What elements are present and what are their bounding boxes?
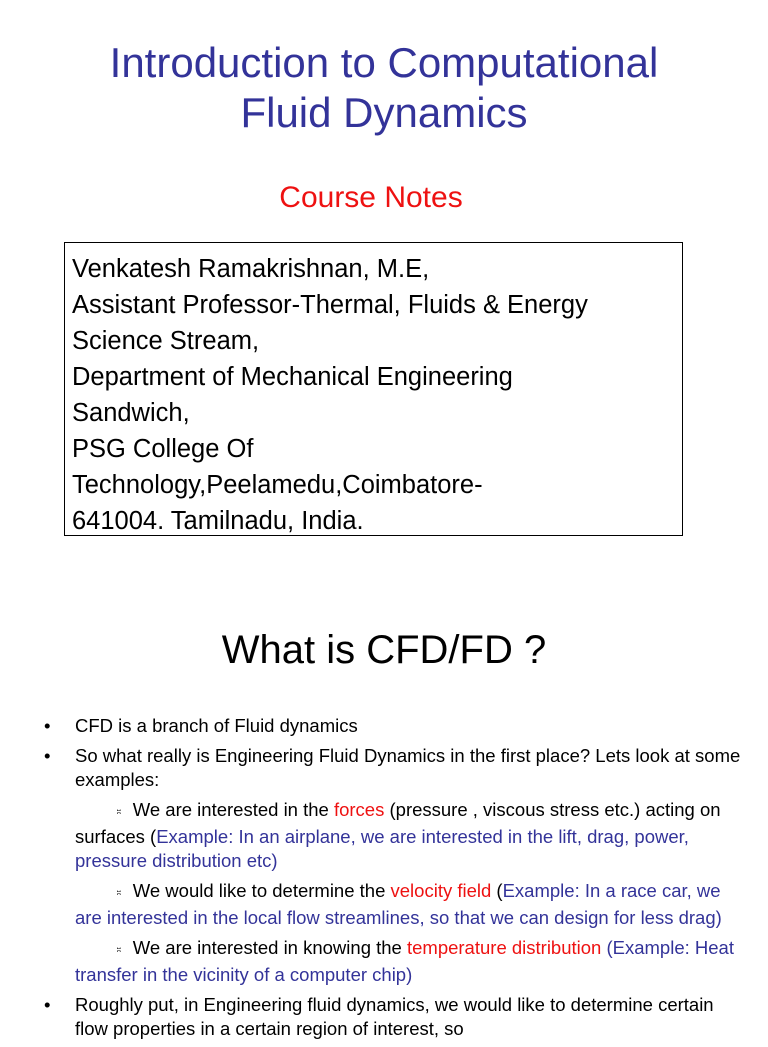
author-info-box [64,242,683,536]
page-title [40,38,728,138]
title-line-1: Introduction to Computational [109,39,659,86]
subtitle: Course Notes [279,181,463,214]
sub-item-text: We would like to determine the [127,880,391,901]
sub-item-example: (Example: Heat transfer in the vicinity of a computer chip) [75,937,734,985]
sub-bullet-icon: ⎶ [117,889,120,899]
bullet-item [44,993,744,1041]
sub-item-text: ( [491,880,503,901]
sub-bullet-icon: ⎶ [117,946,120,956]
author-line: Venkatesh Ramakrishnan, M.E, [72,255,430,283]
sub-item-text: We are interested in knowing the [127,937,407,958]
bullet-text: So what really is Engineering Fluid Dynamics in the first place? Lets look at some examples: [75,745,741,790]
bullet-dot-icon: • [44,745,51,766]
sub-item-example: Example: In a race car, we are interested in the local flow streamlines, so that we can design for less drag) [75,880,722,928]
bullet-item [44,744,744,792]
title-line-2: Fluid Dynamics [240,89,528,136]
author-line: Department of Mechanical Engineering [72,363,513,391]
sub-item [75,798,744,873]
bullet-text: Roughly put, in Engineering fluid dynamics, we would like to determine certain flow properties in a certain region of interest, so [75,994,714,1039]
bullet-dot-icon: • [44,715,51,736]
bullet-list [44,714,744,1047]
sub-bullet-icon: ⎶ [117,808,120,818]
author-line: PSG College Of [72,435,254,463]
sub-item [75,936,744,987]
sub-item-highlight: forces [333,799,385,820]
sub-item-text: We are interested in the [127,799,334,820]
bullet-dot-icon: • [44,994,51,1015]
author-line: 641004. Tamilnadu, India. [72,507,364,535]
author-line: Technology,Peelamedu,Coimbatore- [72,471,483,499]
author-line: Science Stream, [72,327,260,355]
sub-item [75,879,744,930]
bullet-item [44,714,744,738]
bullet-text: CFD is a branch of Fluid dynamics [75,715,358,736]
author-line: Assistant Professor-Thermal, Fluids & Energy [72,291,588,319]
section-heading: What is CFD/FD ? [221,628,547,672]
sub-item-example: Example: In an airplane, we are interested in the lift, drag, power, pressure distribution etc) [75,826,689,871]
author-line: Sandwich, [72,399,190,427]
sub-item-highlight: temperature distribution [406,937,602,958]
sub-item-text: (pressure , viscous stress etc.) acting on surfaces ( [75,799,721,847]
sub-item-highlight: velocity field [390,880,492,901]
